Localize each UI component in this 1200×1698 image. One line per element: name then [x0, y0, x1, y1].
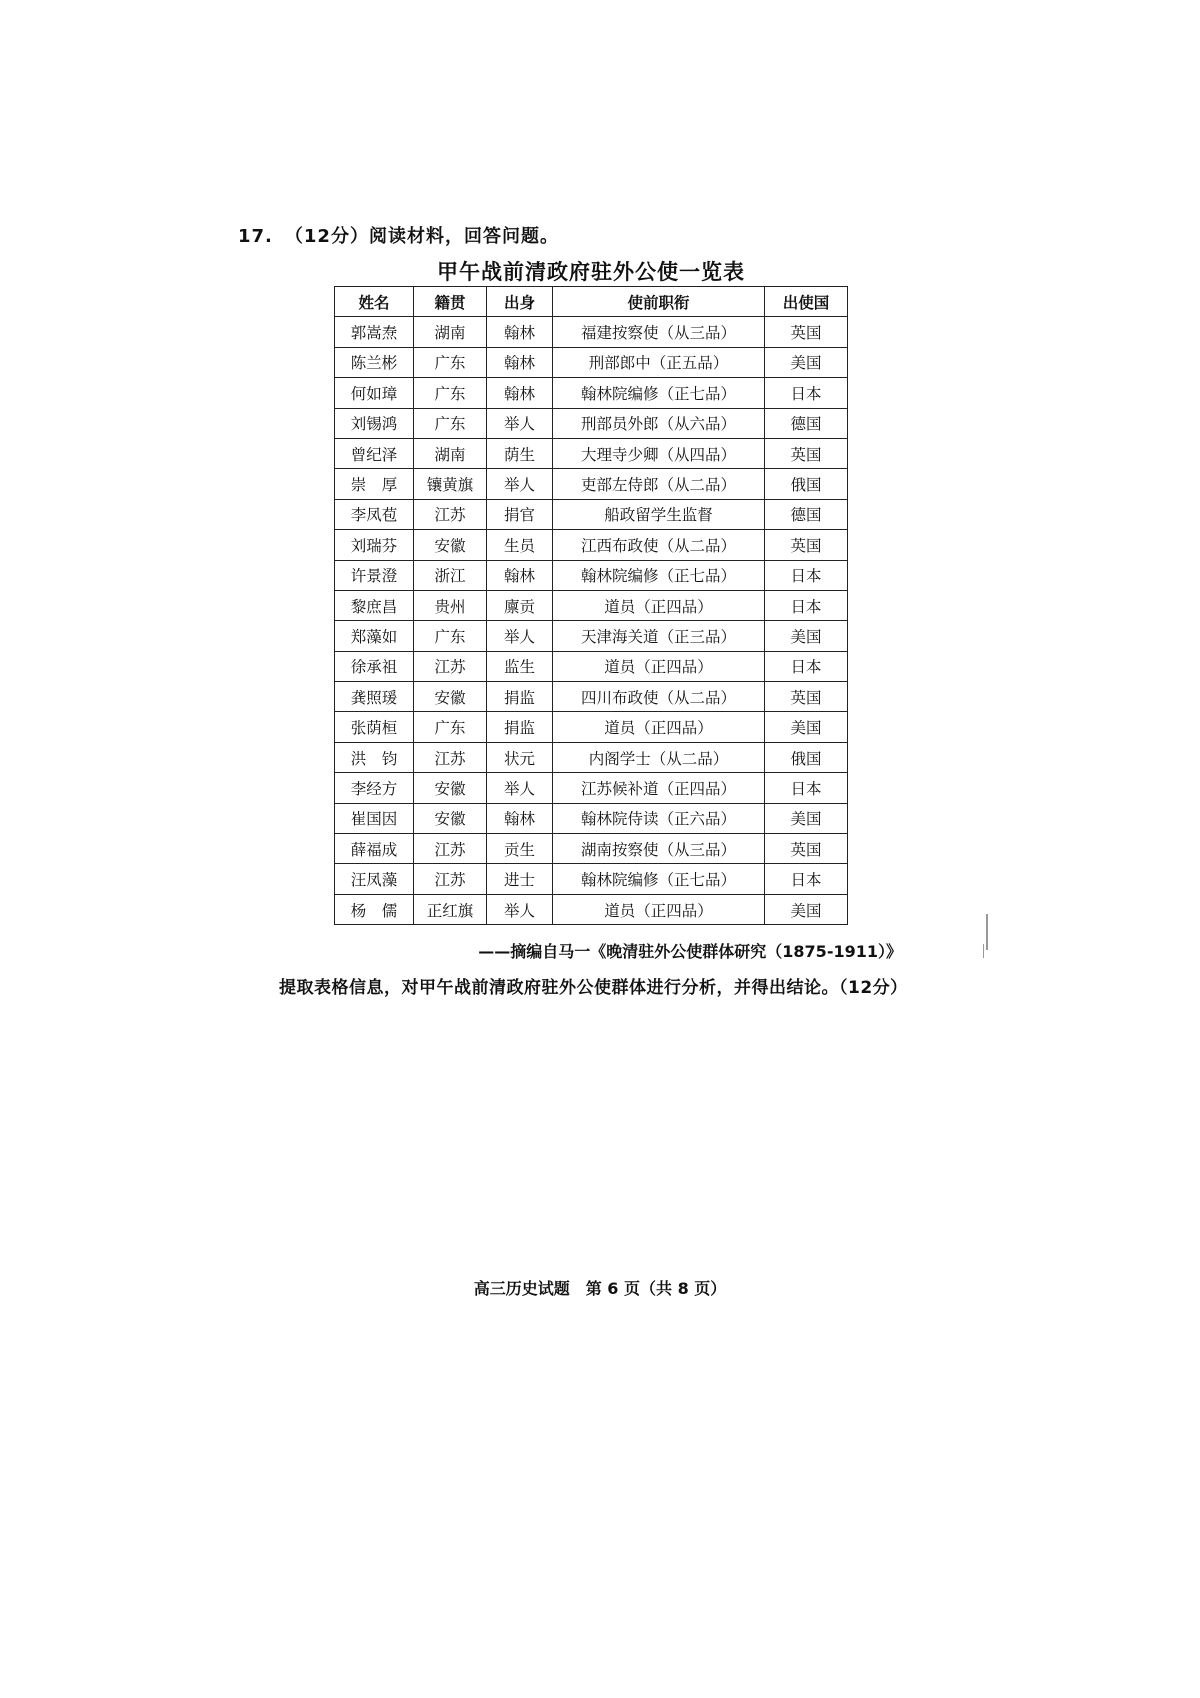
- cell-origin: 江苏: [413, 834, 486, 864]
- table-row: [335, 742, 848, 772]
- table-row: [335, 621, 848, 651]
- table-header-row: [335, 287, 848, 317]
- cell-prior-post: 道员（正四品）: [552, 894, 764, 924]
- cell-name: 陈兰彬: [335, 347, 414, 377]
- cell-destination: 日本: [765, 590, 848, 620]
- scan-mark: [986, 914, 988, 950]
- cell-prior-post: 翰林院侍读（正六品）: [552, 803, 764, 833]
- cell-origin: 贵州: [413, 590, 486, 620]
- cell-name: 薛福成: [335, 834, 414, 864]
- cell-background: 廪贡: [487, 590, 553, 620]
- header-background: 出身: [487, 287, 553, 317]
- cell-name: 张荫桓: [335, 712, 414, 742]
- cell-background: 翰林: [487, 378, 553, 408]
- cell-prior-post: 四川布政使（从二品）: [552, 682, 764, 712]
- cell-origin: 江苏: [413, 742, 486, 772]
- cell-name: 杨 儒: [335, 894, 414, 924]
- table-row: [335, 834, 848, 864]
- table-row: [335, 438, 848, 468]
- cell-origin: 湖南: [413, 438, 486, 468]
- cell-destination: 德国: [765, 408, 848, 438]
- cell-origin: 广东: [413, 378, 486, 408]
- cell-prior-post: 翰林院编修（正七品）: [552, 560, 764, 590]
- table-row: [335, 378, 848, 408]
- table-row: [335, 590, 848, 620]
- question-prompt: 提取表格信息，对甲午战前清政府驻外公使群体进行分析，并得出结论。（12分）: [279, 978, 908, 998]
- cell-background: 翰林: [487, 803, 553, 833]
- cell-origin: 广东: [413, 347, 486, 377]
- cell-origin: 安徽: [413, 682, 486, 712]
- source-citation: ——摘编自马一《晚清驻外公使群体研究（1875-1911）》: [478, 942, 902, 961]
- table-row: [335, 682, 848, 712]
- cell-destination: 日本: [765, 773, 848, 803]
- cell-destination: 日本: [765, 864, 848, 894]
- envoy-table: [334, 286, 848, 925]
- cell-origin: 江苏: [413, 864, 486, 894]
- scan-mark: [983, 944, 984, 958]
- cell-destination: 英国: [765, 317, 848, 347]
- cell-background: 捐监: [487, 682, 553, 712]
- cell-prior-post: 道员（正四品）: [552, 590, 764, 620]
- cell-background: 举人: [487, 894, 553, 924]
- cell-name: 刘瑞芬: [335, 530, 414, 560]
- cell-background: 举人: [487, 408, 553, 438]
- cell-prior-post: 福建按察使（从三品）: [552, 317, 764, 347]
- table-row: [335, 773, 848, 803]
- header-prior-post: 使前职衔: [552, 287, 764, 317]
- cell-name: 郭嵩焘: [335, 317, 414, 347]
- cell-background: 生员: [487, 530, 553, 560]
- cell-name: 何如璋: [335, 378, 414, 408]
- cell-origin: 广东: [413, 712, 486, 742]
- table-title: 甲午战前清政府驻外公使一览表: [437, 259, 745, 284]
- cell-destination: 德国: [765, 499, 848, 529]
- cell-origin: 广东: [413, 621, 486, 651]
- cell-name: 龚照瑗: [335, 682, 414, 712]
- cell-prior-post: 江苏候补道（正四品）: [552, 773, 764, 803]
- cell-name: 黎庶昌: [335, 590, 414, 620]
- table-row: [335, 317, 848, 347]
- cell-name: 洪 钧: [335, 742, 414, 772]
- cell-origin: 浙江: [413, 560, 486, 590]
- cell-name: 崇 厚: [335, 469, 414, 499]
- cell-background: 贡生: [487, 834, 553, 864]
- cell-background: 举人: [487, 469, 553, 499]
- header-name: 姓名: [335, 287, 414, 317]
- cell-name: 郑藻如: [335, 621, 414, 651]
- cell-prior-post: 内阁学士（从二品）: [552, 742, 764, 772]
- cell-name: 李凤苞: [335, 499, 414, 529]
- cell-background: 举人: [487, 773, 553, 803]
- table-row: [335, 651, 848, 681]
- cell-origin: 安徽: [413, 803, 486, 833]
- cell-destination: 俄国: [765, 742, 848, 772]
- cell-prior-post: 船政留学生监督: [552, 499, 764, 529]
- header-origin: 籍贯: [413, 287, 486, 317]
- cell-prior-post: 大理寺少卿（从四品）: [552, 438, 764, 468]
- cell-name: 徐承祖: [335, 651, 414, 681]
- question-text: （12分）阅读材料，回答问题。: [284, 226, 559, 247]
- cell-name: 曾纪泽: [335, 438, 414, 468]
- cell-prior-post: 吏部左侍郎（从二品）: [552, 469, 764, 499]
- cell-origin: 正红旗: [413, 894, 486, 924]
- table-row: [335, 803, 848, 833]
- cell-prior-post: 道员（正四品）: [552, 712, 764, 742]
- cell-background: 翰林: [487, 560, 553, 590]
- cell-prior-post: 湖南按察使（从三品）: [552, 834, 764, 864]
- cell-destination: 俄国: [765, 469, 848, 499]
- cell-prior-post: 道员（正四品）: [552, 651, 764, 681]
- cell-name: 汪凤藻: [335, 864, 414, 894]
- cell-background: 举人: [487, 621, 553, 651]
- cell-destination: 英国: [765, 834, 848, 864]
- cell-destination: 美国: [765, 347, 848, 377]
- cell-name: 李经方: [335, 773, 414, 803]
- cell-destination: 日本: [765, 651, 848, 681]
- cell-background: 捐监: [487, 712, 553, 742]
- cell-background: 翰林: [487, 347, 553, 377]
- cell-destination: 英国: [765, 682, 848, 712]
- table-row: [335, 530, 848, 560]
- cell-destination: 美国: [765, 712, 848, 742]
- cell-prior-post: 天津海关道（正三品）: [552, 621, 764, 651]
- cell-destination: 英国: [765, 438, 848, 468]
- cell-background: 状元: [487, 742, 553, 772]
- cell-prior-post: 翰林院编修（正七品）: [552, 864, 764, 894]
- table-row: [335, 894, 848, 924]
- cell-destination: 美国: [765, 803, 848, 833]
- header-destination: 出使国: [765, 287, 848, 317]
- cell-origin: 安徽: [413, 773, 486, 803]
- question-number: 17.: [238, 226, 273, 247]
- cell-origin: 镶黄旗: [413, 469, 486, 499]
- cell-background: 进士: [487, 864, 553, 894]
- table-row: [335, 864, 848, 894]
- cell-origin: 湖南: [413, 317, 486, 347]
- table-row: [335, 469, 848, 499]
- cell-origin: 江苏: [413, 499, 486, 529]
- page-footer: 高三历史试题 第 6 页（共 8 页）: [473, 1279, 727, 1298]
- cell-name: 许景澄: [335, 560, 414, 590]
- cell-destination: 日本: [765, 560, 848, 590]
- cell-background: 翰林: [487, 317, 553, 347]
- cell-name: 刘锡鸿: [335, 408, 414, 438]
- cell-origin: 江苏: [413, 651, 486, 681]
- table-row: [335, 347, 848, 377]
- cell-background: 监生: [487, 651, 553, 681]
- table-row: [335, 408, 848, 438]
- cell-prior-post: 江西布政使（从二品）: [552, 530, 764, 560]
- cell-name: 崔国因: [335, 803, 414, 833]
- table-body: [335, 317, 848, 925]
- cell-prior-post: 翰林院编修（正七品）: [552, 378, 764, 408]
- cell-destination: 日本: [765, 378, 848, 408]
- cell-origin: 安徽: [413, 530, 486, 560]
- cell-prior-post: 刑部员外郎（从六品）: [552, 408, 764, 438]
- table-row: [335, 560, 848, 590]
- cell-destination: 美国: [765, 621, 848, 651]
- table-row: [335, 499, 848, 529]
- cell-background: 捐官: [487, 499, 553, 529]
- question-heading: [238, 222, 559, 248]
- cell-prior-post: 刑部郎中（正五品）: [552, 347, 764, 377]
- cell-origin: 广东: [413, 408, 486, 438]
- cell-background: 荫生: [487, 438, 553, 468]
- table-row: [335, 712, 848, 742]
- cell-destination: 美国: [765, 894, 848, 924]
- cell-destination: 英国: [765, 530, 848, 560]
